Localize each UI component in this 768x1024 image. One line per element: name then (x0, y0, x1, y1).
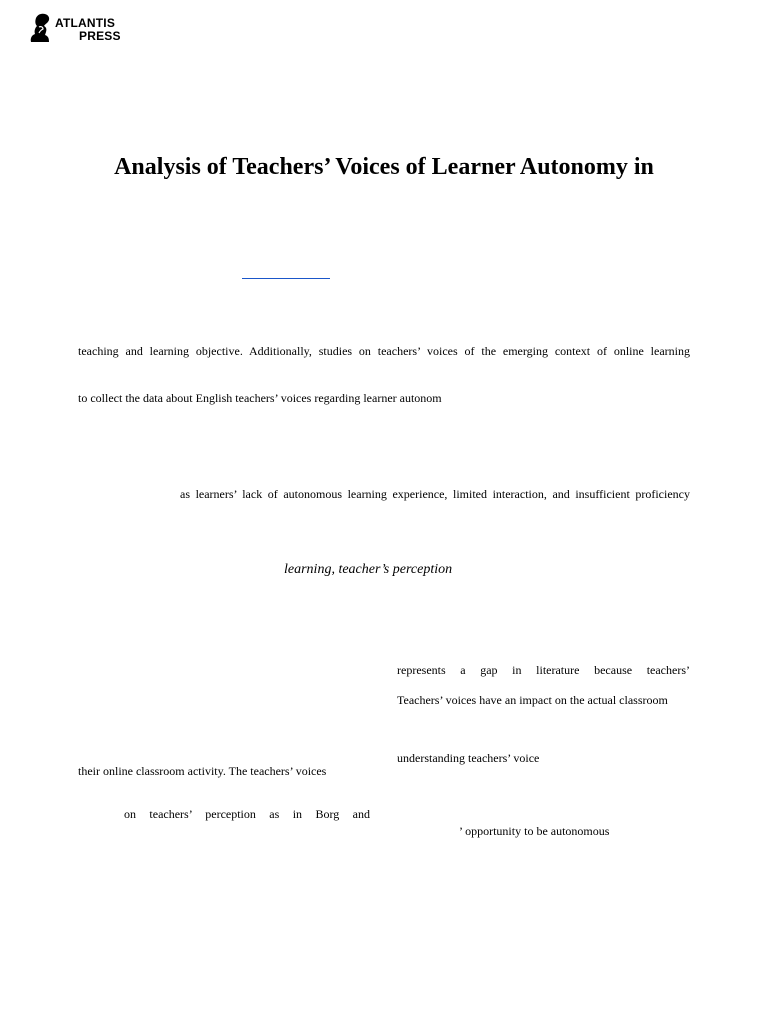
author-email-link[interactable] (242, 278, 330, 279)
right-column-line-1: represents a gap in literature because teachers’ (397, 663, 690, 677)
right-column-line-2: Teachers’ voices have an impact on the actual classroom (397, 693, 668, 707)
logo-text-atlantis: ATLANTIS (55, 16, 116, 30)
abstract-line-3: as learners’ lack of autonomous learning experience, limited interaction, and insufficient proficiency (180, 487, 690, 501)
left-column-line-2: on teachers’ perception as in Borg and (124, 807, 370, 821)
right-column-line-3: understanding teachers’ voice (397, 751, 540, 765)
abstract-line-1: teaching and learning objective. Additionally, studies on teachers’ voices of the emerging context of online learning (78, 344, 690, 358)
logo-text-press: PRESS (79, 29, 121, 43)
left-column-line-1: their online classroom activity. The teachers’ voices (78, 764, 327, 778)
atlantis-press-logo (29, 13, 119, 45)
thinker-icon (29, 13, 53, 43)
paper-title: Analysis of Teachers’ Voices of Learner Autonomy in (114, 154, 654, 180)
keywords-fragment: learning, teacher’s perception (284, 562, 453, 577)
abstract-line-2: to collect the data about English teachers’ voices regarding learner autonom (78, 391, 442, 405)
right-column-line-4: ’ opportunity to be autonomous (459, 824, 610, 838)
